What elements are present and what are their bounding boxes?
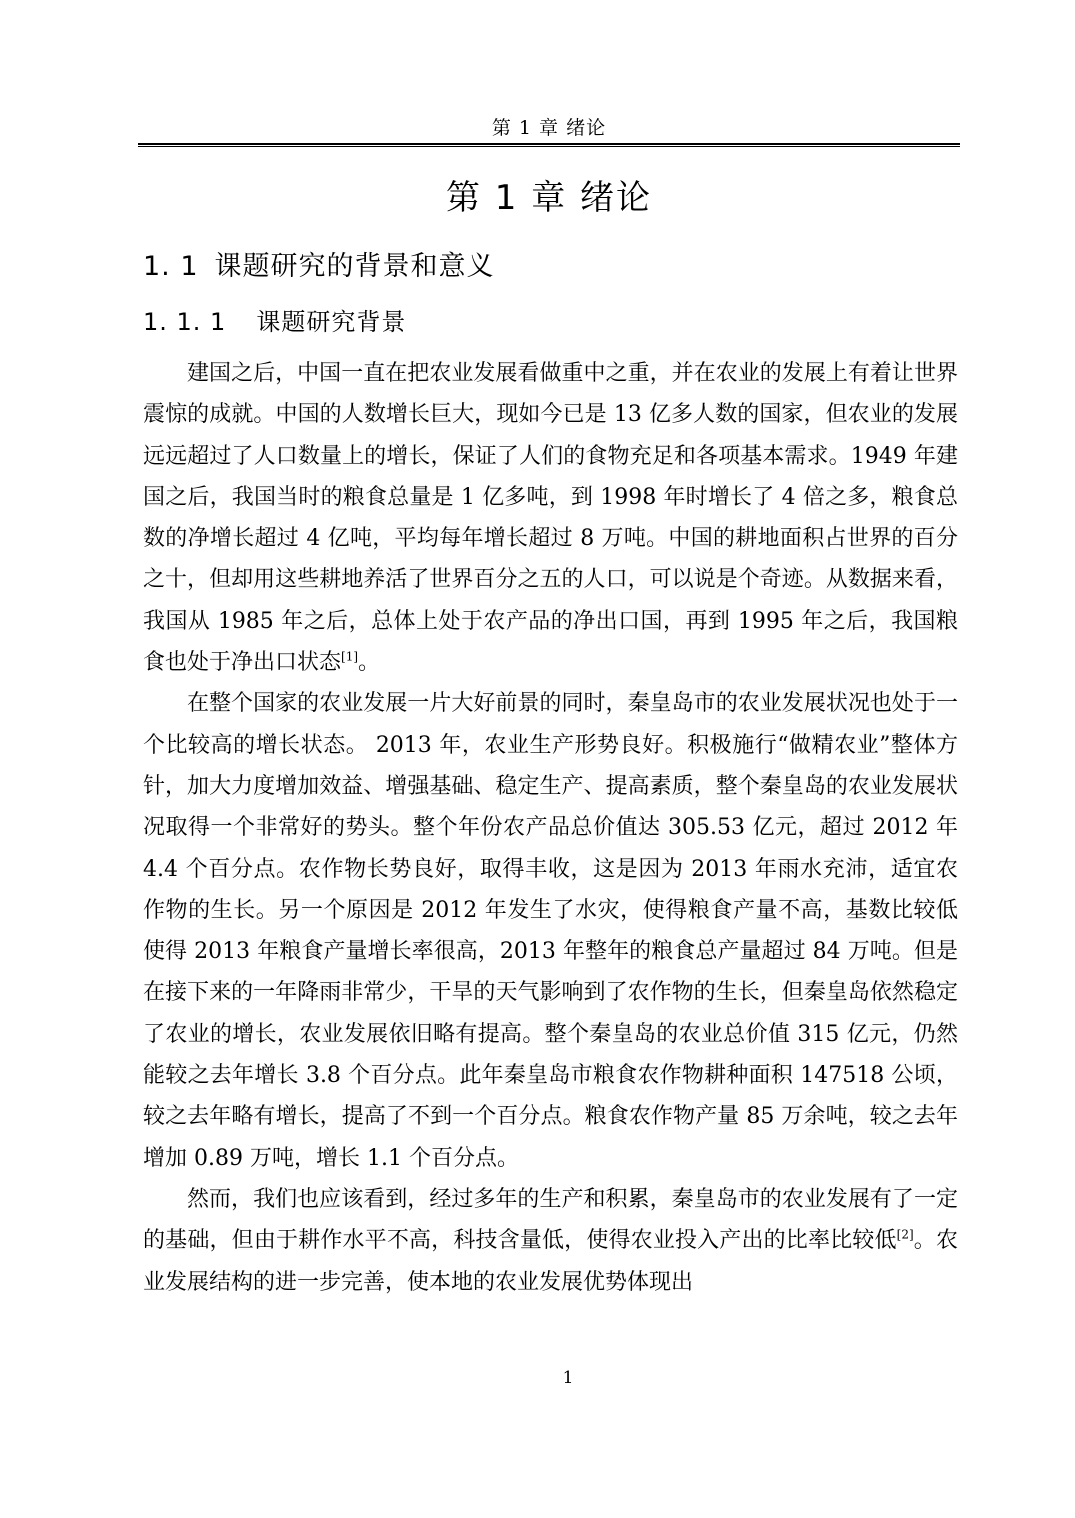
chapter-title: 第 1 章 绪论: [445, 178, 653, 218]
paragraph-text: 建国之后，中国一直在把农业发展看做重中之重，并在农业的发展上有着让世界震惊的成就。中国的人数增长巨大，现如今已是 13 亿多人数的国家，但农业的发展远远超过了人口数量上的增长，保证了人们的食物充足和各项基本需求。1949 年建国之后，我国当时的粮食总量是 1 亿多吨，到 1998 年时增长了 4 倍之多，粮食总数的净增长超过 4 亿吨，平均每年增长超过 8 万吨。中国的耕地面积占世界的百分之十，但却用这些耕地养活了世界百分之五的人口，可以说是个奇迹。从数据来看，我国从 1985 年之后，总体上处于农产品的净出口国，再到 1995 年之后，我国粮食也处于净出口状态: [143, 361, 958, 676]
citation-marker: [1]: [341, 649, 359, 664]
paragraph-tail: 。: [358, 650, 381, 676]
paragraph-tail: 。农业发展结构的进一步完善，使本地的农业发展优势体现出: [143, 1228, 958, 1295]
paragraph-text: 在整个国家的农业发展一片大好前景的同时，秦皇岛市的农业发展状况也处于一个比较高的增长状态。 2013 年，农业生产形势良好。积极施行“做精农业”整体方针，加大力度增加效益、增强基础、稳定生产、提高素质，整个秦皇岛的农业发展状况取得一个非常好的势头。整个年份农产品总价值达 305.53 亿元，超过 2012 年 4.4 个百分点。农作物长势良好，取得丰收，这是因为 2013 年雨水充沛，适宜农作物的生长。另一个原因是 2012 年发生了水灾，使得粮食产量不高，基数比较低使得 2013 年粮食产量增长率很高，2013 年整年的粮食总产量超过 84 万吨。但是在接下来的一年降雨非常少，干旱的天气影响到了农作物的生长，但秦皇岛依然稳定了农业的增长，农业发展依旧略有提高。整个秦皇岛的农业总价值 315 亿元，仍然能较之去年增长 3.8 个百分点。此年秦皇岛市粮食农作物耕种面积 147518 公顷，较之去年略有增长，提高了不到一个百分点。粮食农作物产量 85 万余吨，较之去年增加 0.89 万吨，增长 1.1 个百分点。: [143, 691, 958, 1171]
subsection-heading: [143, 302, 406, 337]
body-text: [143, 353, 958, 1303]
page-number: 1: [562, 1368, 574, 1388]
paragraph-2: [143, 683, 958, 1179]
header-rule: [138, 143, 960, 147]
section-heading: [143, 244, 495, 283]
paragraph-text: 然而，我们也应该看到，经过多年的生产和积累，秦皇岛市的农业发展有了一定的基础，但由于耕作水平不高，科技含量低，使得农业投入产出的比率比较低: [143, 1186, 958, 1254]
citation-marker: [2]: [896, 1227, 914, 1242]
running-header: 第 1 章 绪论: [491, 117, 607, 139]
paragraph-1: [143, 353, 958, 683]
subsection-title: 课题研究背景: [256, 308, 407, 336]
paragraph-3: [143, 1179, 958, 1303]
section-number: 1. 1: [143, 251, 199, 282]
section-title: 课题研究的背景和意义: [214, 251, 495, 282]
subsection-number: 1. 1. 1: [143, 308, 227, 336]
